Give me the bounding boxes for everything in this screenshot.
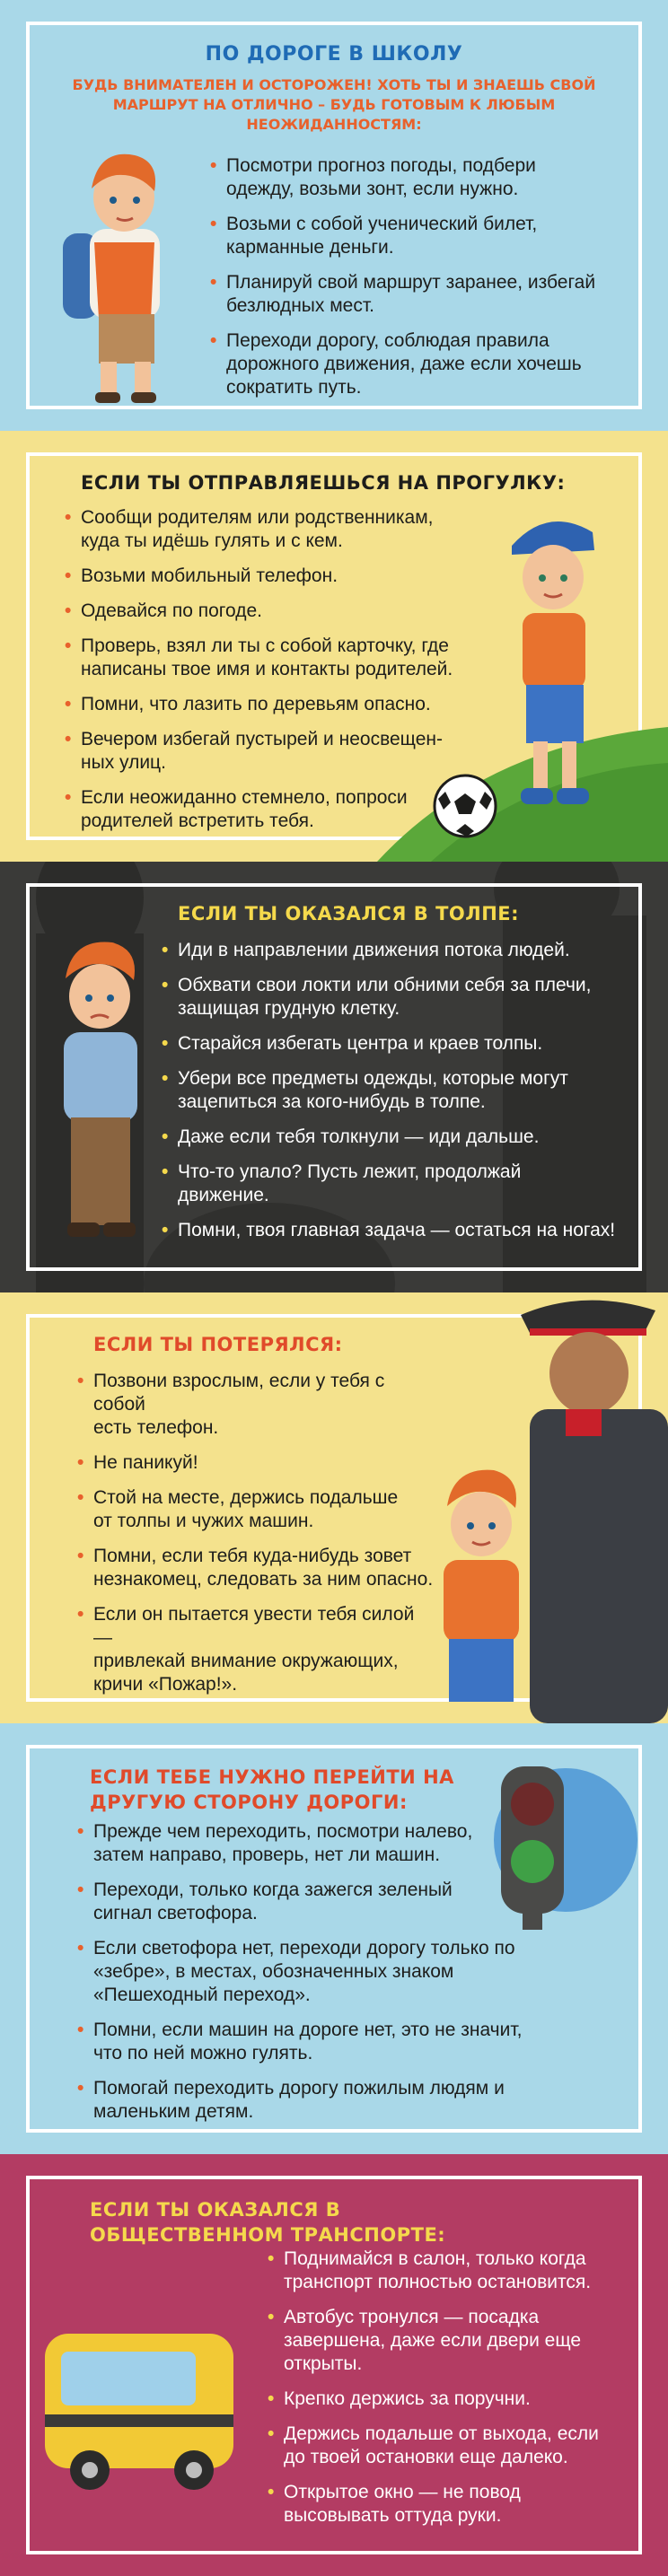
list-item: • Помни, если машин на дороге нет, это не значит, что по ней можно гулять. bbox=[75, 2019, 542, 2065]
list-item: • Одевайся по погоде. bbox=[63, 600, 467, 623]
list-item: • Помни, если тебя куда-нибудь зовет незнакомец, следовать за ним опасно. bbox=[75, 1545, 435, 1591]
list-item: • Убери все предметы одежды, которые могут зацепиться за кого-нибудь в толпе. bbox=[160, 1067, 627, 1114]
list-item: • Крепко держись за поручни. bbox=[266, 2388, 625, 2411]
tips-list bbox=[160, 939, 627, 1254]
list-item: • Даже если тебя толкнули — иди дальше. bbox=[160, 1126, 627, 1149]
tips-list bbox=[63, 506, 467, 845]
section-title: ПО ДОРОГЕ В ШКОЛУ bbox=[205, 43, 463, 66]
section-road bbox=[0, 1723, 668, 2154]
list-item: • Помни, что лазить по деревьям опасно. bbox=[63, 693, 467, 716]
list-item: • Помогай переходить дорогу пожилым людям и маленьким детям. bbox=[75, 2077, 542, 2124]
list-item: • Посмотри прогноз погоды, подбери одежду, возьми зонт, если нужно. bbox=[208, 154, 603, 201]
list-item: • Переходи, только когда зажегся зеленый сигнал светофора. bbox=[75, 1879, 542, 1925]
list-item: • Если светофора нет, переходи дорогу только по «зебре», в местах, обозначенных знаком «Пешеходный переход». bbox=[75, 1937, 542, 2007]
list-item: • Позвони взрослым, если у тебя с собой есть телефон. bbox=[75, 1370, 435, 1440]
section-title: ЕСЛИ ТЕБЕ НУЖНО ПЕРЕЙТИ НА ДРУГУЮ СТОРОНУ ДОРОГИ: bbox=[90, 1766, 454, 1813]
worried-boy-illustration bbox=[40, 933, 157, 1257]
schoolboy-illustration bbox=[54, 139, 189, 408]
list-item: • Вечером избегай пустырей и неосвещен- ных улиц. bbox=[63, 728, 467, 775]
section-title: ЕСЛИ ТЫ ОКАЗАЛСЯ В ОБЩЕСТВЕННОМ ТРАНСПОРТЕ: bbox=[90, 2199, 446, 2246]
list-item: • Сообщи родителям или родственникам, куда ты идёшь гулять и с кем. bbox=[63, 506, 467, 553]
list-item: • Держись подальше от выхода, если до твоей остановки еще далеко. bbox=[266, 2423, 625, 2469]
list-item: • Переходи дорогу, соблюдая правила дорожного движения, даже если хочешь сократить путь. bbox=[208, 329, 603, 399]
list-item: • Открытое окно — не повод высовывать оттуда руки. bbox=[266, 2481, 625, 2528]
lost-boy-illustration bbox=[422, 1463, 539, 1714]
section-title: ЕСЛИ ТЫ ОКАЗАЛСЯ В ТОЛПЕ: bbox=[178, 903, 520, 924]
list-item: • Планируй свой маршрут заранее, избегай безлюдных мест. bbox=[208, 271, 603, 318]
section-title: ЕСЛИ ТЫ ПОТЕРЯЛСЯ: bbox=[93, 1334, 343, 1355]
list-item: • Проверь, взял ли ты с собой карточку, где написаны твое имя и контакты родителей. bbox=[63, 635, 467, 681]
section-transport bbox=[0, 2154, 668, 2576]
list-item: • Не паникуй! bbox=[75, 1451, 435, 1475]
bus-icon bbox=[36, 2316, 251, 2495]
list-item: • Если он пытается увести тебя силой — привлекай внимание окружающих, кричи «Пожар!». bbox=[75, 1603, 435, 1696]
tips-list bbox=[266, 2247, 625, 2539]
section-walk bbox=[0, 431, 668, 862]
section-school bbox=[0, 0, 668, 431]
list-item: • Автобус тронулся — посадка завершена, даже если двери еще открыты. bbox=[266, 2306, 625, 2376]
tips-list bbox=[75, 1370, 435, 1708]
list-item: • Возьми мобильный телефон. bbox=[63, 565, 467, 588]
section-title: ЕСЛИ ТЫ ОТПРАВЛЯЕШЬСЯ НА ПРОГУЛКУ: bbox=[81, 472, 566, 494]
list-item: • Иди в направлении движения потока людей. bbox=[160, 939, 627, 962]
boy-with-cap-illustration bbox=[485, 501, 620, 824]
list-item: • Стой на месте, держись подальше от толпы и чужих машин. bbox=[75, 1486, 435, 1533]
list-item: • Возьми с собой ученический билет, карманные деньги. bbox=[208, 213, 603, 259]
tips-list bbox=[208, 154, 603, 411]
list-item: • Поднимайся в салон, только когда транспорт полностью остановится. bbox=[266, 2247, 625, 2294]
list-item: • Если неожиданно стемнело, попроси родителей встретить тебя. bbox=[63, 786, 467, 833]
list-item: • Старайся избегать центра и краев толпы. bbox=[160, 1032, 627, 1056]
section-subtitle: БУДЬ ВНИМАТЕЛЕН И ОСТОРОЖЕН! ХОТЬ ТЫ И ЗНАЕШЬ СВОЙ МАРШРУТ НА ОТЛИЧНО – БУДЬ ГОТОВЫМ К ЛЮБЫМ НЕОЖИДАННОСТЯМ: bbox=[72, 76, 596, 133]
section-crowd bbox=[0, 862, 668, 1292]
list-item: • Помни, твоя главная задача — остаться на ногах! bbox=[160, 1219, 627, 1242]
list-item: • Прежде чем переходить, посмотри налево, затем направо, проверь, нет ли машин. bbox=[75, 1820, 542, 1867]
section-lost bbox=[0, 1292, 668, 1723]
list-item: • Обхвати свои локти или обними себя за плечи, защищая грудную клетку. bbox=[160, 974, 627, 1021]
list-item: • Что-то упало? Пусть лежит, продолжай движение. bbox=[160, 1161, 627, 1207]
tips-list bbox=[75, 1820, 542, 2135]
